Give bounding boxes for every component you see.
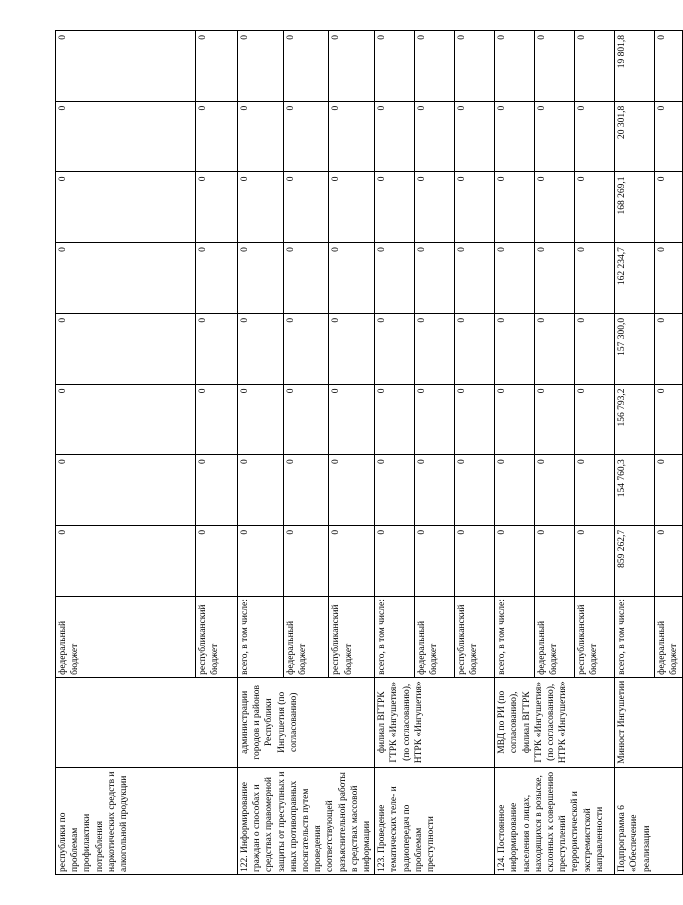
amount-cell: 0 (238, 31, 284, 102)
amount-cell: 0 (455, 101, 495, 172)
amount-cell: 0 (196, 525, 238, 596)
amount-cell: 0 (415, 101, 455, 172)
amount-cell: 0 (238, 172, 284, 243)
amount-cell: 0 (495, 455, 535, 526)
amount-cell: 162 234,7 (615, 243, 655, 314)
table-body (56, 31, 683, 875)
amount-cell: 0 (375, 101, 415, 172)
amount-cell: 0 (495, 243, 535, 314)
amount-cell: 0 (238, 101, 284, 172)
amount-cell: 0 (375, 243, 415, 314)
amount-cell: 0 (415, 525, 455, 596)
amount-cell: 0 (455, 455, 495, 526)
amount-cell: 0 (655, 31, 682, 102)
amount-cell: 0 (535, 101, 575, 172)
funding-source-cell: республиканский бюджет (575, 596, 615, 677)
amount-cell: 0 (455, 384, 495, 455)
amount-cell: 0 (238, 313, 284, 384)
amount-cell: 0 (655, 101, 682, 172)
executor-cell (56, 677, 238, 767)
funding-source-cell: всего, в том числе: (615, 596, 655, 677)
amount-cell: 154 760,3 (615, 455, 655, 526)
amount-cell: 0 (238, 455, 284, 526)
table-row (495, 31, 535, 875)
executor-cell: МВД по РИ (по согласованию), филиал ВГТРК ГТРК «Ингушетия» (по согласованию), НТРК «Ингушетия» (495, 677, 615, 767)
funding-source-cell: федеральный бюджет (283, 596, 329, 677)
amount-cell: 19 801,8 (615, 31, 655, 102)
amount-cell: 0 (56, 172, 196, 243)
amount-cell: 0 (329, 101, 375, 172)
amount-cell: 0 (56, 31, 196, 102)
amount-cell: 0 (415, 455, 455, 526)
amount-cell: 0 (415, 172, 455, 243)
table-row (56, 31, 196, 875)
amount-cell: 0 (655, 525, 682, 596)
amount-cell: 0 (329, 313, 375, 384)
amount-cell: 0 (575, 525, 615, 596)
measure-name-cell: 124. Постоянное информирование населения о лицах, находящихся в розыске, склонных к совершению преступлений террористической и экстремистской направленности (495, 767, 615, 874)
amount-cell: 0 (495, 313, 535, 384)
funding-source-cell: всего, в том числе: (238, 596, 284, 677)
amount-cell: 0 (329, 384, 375, 455)
amount-cell: 0 (283, 172, 329, 243)
amount-cell: 0 (196, 101, 238, 172)
amount-cell: 0 (375, 172, 415, 243)
amount-cell: 0 (535, 455, 575, 526)
funding-source-cell: федеральный бюджет (415, 596, 455, 677)
amount-cell: 0 (375, 313, 415, 384)
amount-cell: 0 (329, 525, 375, 596)
amount-cell: 0 (535, 313, 575, 384)
funding-source-cell: республиканский бюджет (329, 596, 375, 677)
rotated-page (55, 30, 680, 875)
amount-cell: 0 (415, 384, 455, 455)
measure-name-cell: 122. Информирование граждан о способах и средствах правомерной защиты от преступных и иных противоправных посягательств путем проведения соответствующей разъяснительной работы в средствах массовой информации (238, 767, 375, 874)
amount-cell: 0 (238, 525, 284, 596)
amount-cell: 0 (283, 243, 329, 314)
amount-cell: 0 (415, 31, 455, 102)
amount-cell: 0 (196, 243, 238, 314)
amount-cell: 0 (238, 243, 284, 314)
table-row (375, 31, 415, 875)
amount-cell: 0 (196, 172, 238, 243)
amount-cell: 0 (375, 525, 415, 596)
amount-cell: 0 (196, 384, 238, 455)
funding-source-cell: республиканский бюджет (455, 596, 495, 677)
amount-cell: 168 269,1 (615, 172, 655, 243)
amount-cell: 0 (56, 525, 196, 596)
executor-cell: Минюст Ингушетии (615, 677, 682, 767)
measure-name-cell: Подпрограмма 6 «Обеспечение реализации (615, 767, 682, 874)
amount-cell: 0 (415, 243, 455, 314)
amount-cell: 0 (575, 172, 615, 243)
amount-cell: 0 (56, 313, 196, 384)
amount-cell: 0 (196, 313, 238, 384)
amount-cell: 0 (56, 384, 196, 455)
amount-cell: 0 (655, 455, 682, 526)
amount-cell: 0 (455, 525, 495, 596)
amount-cell: 0 (575, 243, 615, 314)
amount-cell: 0 (655, 172, 682, 243)
amount-cell: 0 (455, 313, 495, 384)
amount-cell: 0 (283, 384, 329, 455)
amount-cell: 0 (375, 455, 415, 526)
amount-cell: 0 (575, 31, 615, 102)
amount-cell: 0 (455, 172, 495, 243)
measure-name-cell: республики по проблемам профилактики потребления наркотических средств и алкогольной продукции (56, 767, 238, 874)
amount-cell: 0 (575, 455, 615, 526)
amount-cell: 0 (535, 384, 575, 455)
amount-cell: 0 (283, 313, 329, 384)
amount-cell: 156 793,2 (615, 384, 655, 455)
amount-cell: 0 (415, 313, 455, 384)
amount-cell: 0 (575, 101, 615, 172)
amount-cell: 0 (283, 101, 329, 172)
amount-cell: 0 (655, 243, 682, 314)
funding-source-cell: республиканский бюджет (196, 596, 238, 677)
funding-source-cell: всего, в том числе: (495, 596, 535, 677)
amount-cell: 0 (56, 243, 196, 314)
amount-cell: 859 262,7 (615, 525, 655, 596)
amount-cell: 0 (655, 384, 682, 455)
amount-cell: 0 (495, 525, 535, 596)
funding-source-cell: федеральный бюджет (535, 596, 575, 677)
funding-source-cell: федеральный бюджет (655, 596, 682, 677)
amount-cell: 0 (575, 384, 615, 455)
funding-source-cell: всего, в том числе: (375, 596, 415, 677)
amount-cell: 0 (283, 31, 329, 102)
budget-table (55, 30, 683, 875)
amount-cell: 0 (535, 243, 575, 314)
amount-cell: 0 (495, 101, 535, 172)
amount-cell: 0 (495, 172, 535, 243)
amount-cell: 0 (375, 31, 415, 102)
amount-cell: 0 (575, 313, 615, 384)
amount-cell: 0 (455, 31, 495, 102)
amount-cell: 0 (238, 384, 284, 455)
amount-cell: 0 (535, 525, 575, 596)
amount-cell: 0 (196, 455, 238, 526)
amount-cell: 0 (329, 172, 375, 243)
amount-cell: 0 (655, 313, 682, 384)
amount-cell: 0 (329, 243, 375, 314)
table-row (615, 31, 655, 875)
executor-cell: филиал ВГТРК ГТРК «Ингушетия» (по согласованию), НТРК «Ингушетия» (375, 677, 495, 767)
amount-cell: 0 (283, 525, 329, 596)
amount-cell: 0 (329, 455, 375, 526)
amount-cell: 0 (56, 455, 196, 526)
amount-cell: 0 (495, 31, 535, 102)
measure-name-cell: 123. Проведение тематических теле- и радиопередач по проблемам преступности (375, 767, 495, 874)
amount-cell: 20 301,8 (615, 101, 655, 172)
amount-cell: 0 (535, 172, 575, 243)
amount-cell: 0 (535, 31, 575, 102)
amount-cell: 0 (56, 101, 196, 172)
executor-cell: администрации городов и районов Республики Ингушетия (по согласованию) (238, 677, 375, 767)
amount-cell: 0 (375, 384, 415, 455)
amount-cell: 157 300,0 (615, 313, 655, 384)
amount-cell: 0 (196, 31, 238, 102)
amount-cell: 0 (283, 455, 329, 526)
amount-cell: 0 (495, 384, 535, 455)
table-row (238, 31, 284, 875)
amount-cell: 0 (329, 31, 375, 102)
funding-source-cell: федеральный бюджет (56, 596, 196, 677)
amount-cell: 0 (455, 243, 495, 314)
